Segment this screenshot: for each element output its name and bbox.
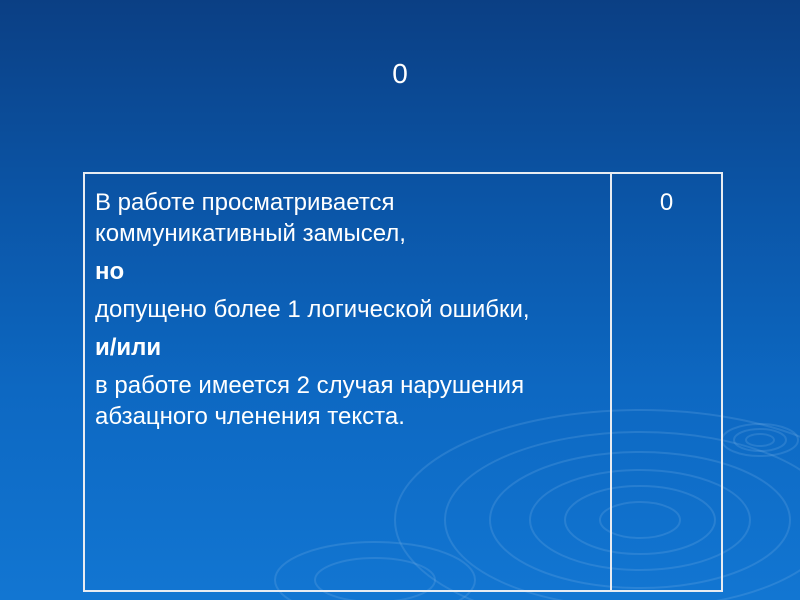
criteria-table (83, 172, 723, 592)
table-row (84, 173, 722, 591)
description-connector-but: но (95, 258, 125, 285)
score-cell: 0 (611, 173, 722, 591)
description-connector-and-or: и/или (95, 334, 162, 361)
slide-heading: 0 (392, 58, 408, 89)
description-line-2: допущено более 1 логической ошибки, (95, 296, 530, 323)
criteria-description-cell (84, 173, 611, 591)
description-line-3: в работе имеется 2 случая нарушения абзацного членения текста. (95, 372, 525, 430)
description-line-1: В работе просматривается коммуникативный замысел, (95, 189, 406, 247)
